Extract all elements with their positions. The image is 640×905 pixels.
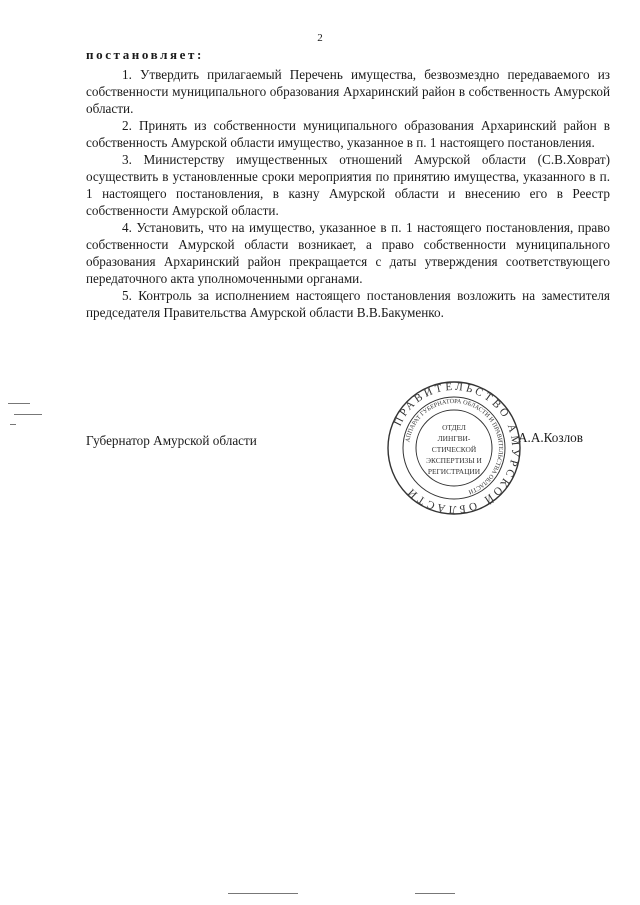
paragraph-5: 5. Контроль за исполнением настоящего постановления возложить на заместителя председателя Правительства Амурской области В.В.Бакуменко. — [86, 288, 610, 320]
decree-body — [86, 66, 610, 321]
paragraph-3: 3. Министерству имущественных отношений Амурской области (С.В.Ховрат) осуществить в установленные сроки мероприятия по принятию имущества, указанного в п. 1 настоящего постановления, в казну Амурской области и внесению его в Реестр собственности Амурской области. — [86, 152, 610, 218]
stamp-inner-text: АППАРАТ ГУБЕРНАТОРА ОБЛАСТИ И ПРАВИТЕЛЬСТВА ОБЛАСТИ — [404, 397, 505, 496]
scan-speck — [228, 893, 298, 894]
signatory-position: Губернатор Амурской области — [86, 433, 257, 448]
scan-speck — [10, 424, 16, 425]
decree-word: постановляет: — [86, 47, 204, 62]
stamp-center-line-4: ЭКСПЕРТИЗЫ И — [426, 456, 482, 465]
page-number: 2 — [317, 32, 323, 44]
scan-speck — [8, 403, 30, 404]
scan-speck — [14, 414, 42, 415]
stamp-center-line-1: ОТДЕЛ — [442, 423, 466, 432]
scan-speck — [415, 893, 455, 894]
official-stamp — [386, 380, 522, 516]
stamp-center-line-5: РЕГИСТРАЦИИ — [427, 467, 481, 476]
stamp-outer-text: ПРАВИТЕЛЬСТВО АМУРСКОЙ ОБЛАСТИ — [391, 380, 522, 516]
paragraph-1: 1. Утвердить прилагаемый Перечень имущества, безвозмездно передаваемого из собственности муниципального образования Архаринский район в собственность Амурской области. — [86, 67, 610, 116]
paragraph-4: 4. Установить, что на имущество, указанное в п. 1 настоящего постановления, право собственности Амурской области возникает, а право собственности муниципального образования Архаринский район прекращается с даты утверждения соответствующего передаточного акта уполномоченными органами. — [86, 220, 610, 286]
stamp-center-line-3: СТИЧЕСКОЙ — [431, 445, 477, 454]
signatory-name: А.А.Козлов — [518, 430, 583, 445]
stamp-center-line-2: ЛИНГВИ- — [437, 434, 471, 443]
paragraph-2: 2. Принять из собственности муниципального образования Архаринский район в собственность Амурской области имущество, указанное в п. 1 настоящего постановления. — [86, 118, 610, 150]
